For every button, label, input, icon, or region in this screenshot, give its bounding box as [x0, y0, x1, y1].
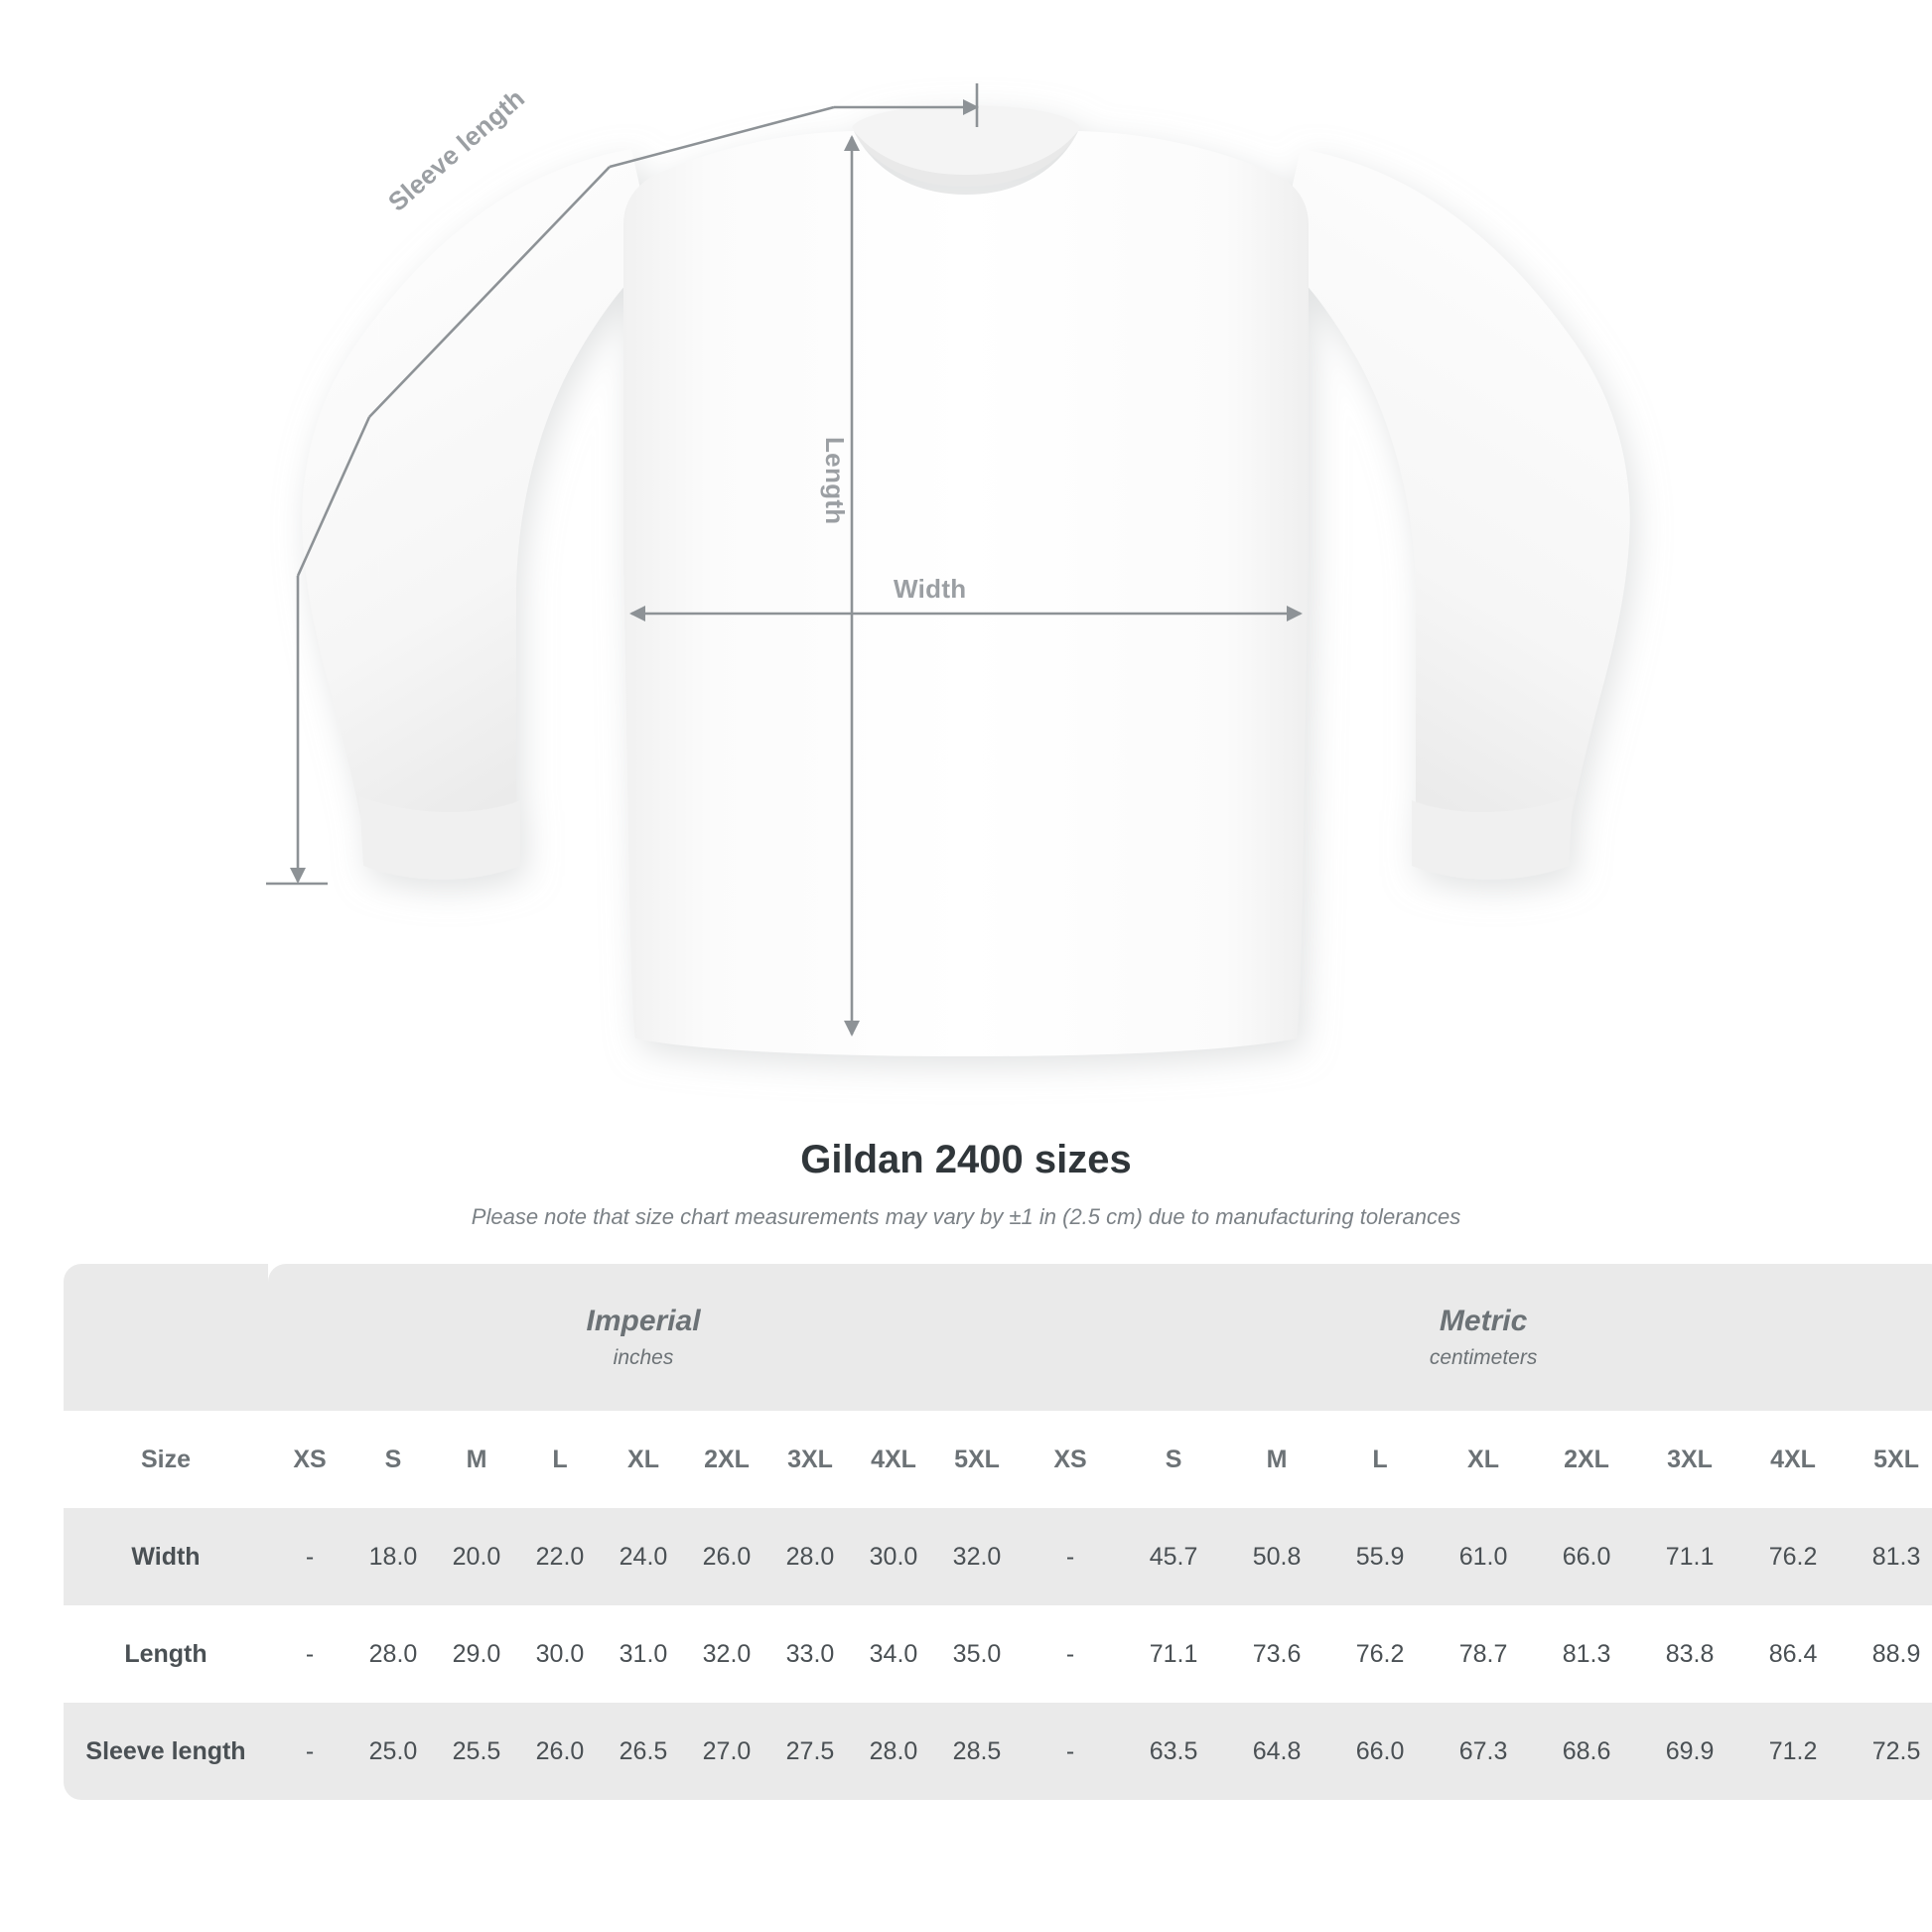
cell-length-metric-m: 73.6: [1225, 1605, 1328, 1703]
header-imperial-xs: XS: [268, 1411, 351, 1508]
cell-length-imperial-s: 28.0: [351, 1605, 435, 1703]
header-imperial-l: L: [518, 1411, 602, 1508]
cell-width-metric-xs: -: [1019, 1508, 1122, 1605]
header-metric-3xl: 3XL: [1638, 1411, 1741, 1508]
cell-width-imperial-2xl: 26.0: [685, 1508, 768, 1605]
cell-width-metric-m: 50.8: [1225, 1508, 1328, 1605]
header-imperial-2xl: 2XL: [685, 1411, 768, 1508]
cell-sleeve-metric-s: 63.5: [1122, 1703, 1225, 1800]
cell-width-imperial-3xl: 28.0: [768, 1508, 852, 1605]
unit-group-metric: [1019, 1264, 1932, 1411]
cell-length-metric-l: 76.2: [1328, 1605, 1432, 1703]
page-title: Gildan 2400 sizes: [800, 1138, 1132, 1181]
cell-length-metric-2xl: 81.3: [1535, 1605, 1638, 1703]
header-metric-l: L: [1328, 1411, 1432, 1508]
header-imperial-3xl: 3XL: [768, 1411, 852, 1508]
cell-length-imperial-xs: -: [268, 1605, 351, 1703]
header-metric-2xl: 2XL: [1535, 1411, 1638, 1508]
table-row: [64, 1605, 1932, 1703]
cell-width-metric-4xl: 76.2: [1741, 1508, 1845, 1605]
cell-length-imperial-xl: 31.0: [602, 1605, 685, 1703]
cell-sleeve-imperial-m: 25.5: [435, 1703, 518, 1800]
cell-width-metric-l: 55.9: [1328, 1508, 1432, 1605]
cell-length-metric-s: 71.1: [1122, 1605, 1225, 1703]
cell-width-imperial-5xl: 32.0: [935, 1508, 1019, 1605]
table-row: [64, 1508, 1932, 1605]
unit-group-imperial-name: Imperial: [586, 1305, 701, 1337]
size-chart-table: [64, 1264, 1932, 1800]
cell-width-imperial-xs: -: [268, 1508, 351, 1605]
header-metric-xl: XL: [1432, 1411, 1535, 1508]
header-imperial-xl: XL: [602, 1411, 685, 1508]
unit-group-metric-sub: centimeters: [1429, 1346, 1538, 1369]
header-metric-m: M: [1225, 1411, 1328, 1508]
cell-sleeve-metric-3xl: 69.9: [1638, 1703, 1741, 1800]
cell-length-imperial-m: 29.0: [435, 1605, 518, 1703]
header-imperial-5xl: 5XL: [935, 1411, 1019, 1508]
cell-sleeve-imperial-s: 25.0: [351, 1703, 435, 1800]
cell-length-imperial-2xl: 32.0: [685, 1605, 768, 1703]
cell-sleeve-imperial-2xl: 27.0: [685, 1703, 768, 1800]
header-metric-5xl: 5XL: [1845, 1411, 1932, 1508]
cell-sleeve-metric-m: 64.8: [1225, 1703, 1328, 1800]
cell-length-imperial-4xl: 34.0: [852, 1605, 935, 1703]
header-size-label: Size: [64, 1411, 268, 1508]
cell-sleeve-metric-2xl: 68.6: [1535, 1703, 1638, 1800]
cell-width-imperial-m: 20.0: [435, 1508, 518, 1605]
cell-sleeve-imperial-xl: 26.5: [602, 1703, 685, 1800]
cell-sleeve-metric-xl: 67.3: [1432, 1703, 1535, 1800]
header-imperial-4xl: 4XL: [852, 1411, 935, 1508]
header-metric-s: S: [1122, 1411, 1225, 1508]
unit-group-imperial: [268, 1264, 1019, 1411]
cell-width-imperial-xl: 24.0: [602, 1508, 685, 1605]
row-label-sleeve-length: Sleeve length: [64, 1703, 268, 1800]
unit-group-row: [64, 1264, 1932, 1411]
unit-group-imperial-sub: inches: [613, 1346, 674, 1369]
header-imperial-s: S: [351, 1411, 435, 1508]
row-label-width: Width: [64, 1508, 268, 1605]
cell-sleeve-imperial-xs: -: [268, 1703, 351, 1800]
length-dimension-label: Length: [820, 437, 850, 525]
cell-sleeve-imperial-5xl: 28.5: [935, 1703, 1019, 1800]
cell-sleeve-imperial-3xl: 27.5: [768, 1703, 852, 1800]
header-metric-xs: XS: [1019, 1411, 1122, 1508]
table-header-row: [64, 1411, 1932, 1508]
cell-sleeve-imperial-l: 26.0: [518, 1703, 602, 1800]
sleeve-length-dimension-label: Sleeve length: [382, 82, 531, 217]
cell-width-metric-2xl: 66.0: [1535, 1508, 1638, 1605]
cell-sleeve-metric-l: 66.0: [1328, 1703, 1432, 1800]
header-metric-4xl: 4XL: [1741, 1411, 1845, 1508]
size-chart-table-wrapper: [64, 1264, 1921, 1800]
cell-width-metric-s: 45.7: [1122, 1508, 1225, 1605]
tolerance-note: Please note that size chart measurements may vary by ±1 in (2.5 cm) due to manufacturing tolerances: [471, 1204, 1461, 1229]
cell-width-metric-3xl: 71.1: [1638, 1508, 1741, 1605]
cell-length-metric-xs: -: [1019, 1605, 1122, 1703]
chart-header: [0, 1138, 1932, 1230]
table-row: [64, 1703, 1932, 1800]
row-label-length: Length: [64, 1605, 268, 1703]
cell-width-imperial-4xl: 30.0: [852, 1508, 935, 1605]
cell-length-imperial-3xl: 33.0: [768, 1605, 852, 1703]
width-dimension-label: Width: [894, 574, 967, 604]
cell-length-imperial-l: 30.0: [518, 1605, 602, 1703]
cell-width-imperial-s: 18.0: [351, 1508, 435, 1605]
cell-length-metric-4xl: 86.4: [1741, 1605, 1845, 1703]
table-corner: [64, 1264, 268, 1411]
cell-sleeve-metric-4xl: 71.2: [1741, 1703, 1845, 1800]
cell-length-metric-5xl: 88.9: [1845, 1605, 1932, 1703]
cell-width-metric-xl: 61.0: [1432, 1508, 1535, 1605]
cell-sleeve-metric-xs: -: [1019, 1703, 1122, 1800]
cell-sleeve-metric-5xl: 72.5: [1845, 1703, 1932, 1800]
cell-length-metric-xl: 78.7: [1432, 1605, 1535, 1703]
header-imperial-m: M: [435, 1411, 518, 1508]
unit-group-metric-name: Metric: [1439, 1305, 1528, 1337]
cell-length-imperial-5xl: 35.0: [935, 1605, 1019, 1703]
cell-sleeve-imperial-4xl: 28.0: [852, 1703, 935, 1800]
cell-width-metric-5xl: 81.3: [1845, 1508, 1932, 1605]
cell-width-imperial-l: 22.0: [518, 1508, 602, 1605]
cell-length-metric-3xl: 83.8: [1638, 1605, 1741, 1703]
